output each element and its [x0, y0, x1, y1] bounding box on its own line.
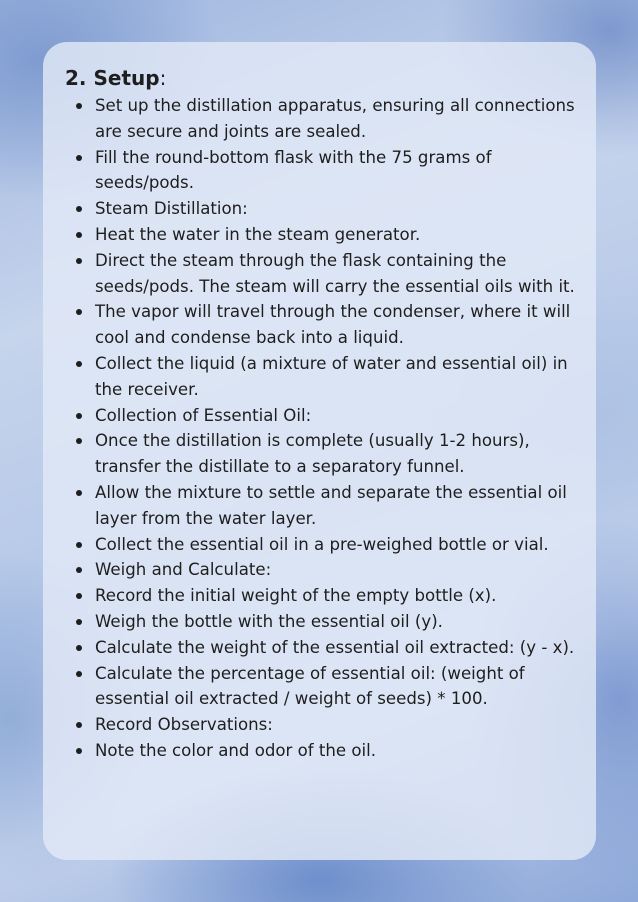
list-item-text: Collect the essential oil in a pre-weighed bottle or vial.: [95, 534, 549, 554]
list-item: [65, 403, 576, 429]
section-title: 2. Setup: [65, 66, 160, 90]
list-item: [65, 712, 576, 738]
section-heading: [65, 64, 576, 92]
section-title-colon: :: [159, 66, 167, 90]
list-item: [65, 299, 576, 351]
list-item-text: Set up the distillation apparatus, ensuring all connections are secure and joints are sealed.: [95, 96, 575, 141]
list-item-text: Allow the mixture to settle and separate the essential oil layer from the water layer.: [95, 482, 567, 528]
list-item-text: Calculate the weight of the essential oil extracted: (y - x).: [95, 637, 575, 657]
list-item: [65, 196, 576, 222]
list-item: [65, 93, 576, 145]
list-item: [65, 222, 576, 248]
bullet-icon: [76, 155, 82, 161]
list-item-text: Direct the steam through the flask containing the seeds/pods. The steam will carry the essential oils with it.: [95, 250, 575, 296]
list-item-text: Calculate the percentage of essential oil: (weight of essential oil extracted / weight of seeds) * 100.: [95, 663, 525, 709]
bullet-icon: [76, 309, 82, 315]
list-item-text: Record Observations:: [95, 715, 273, 735]
bullet-icon: [76, 206, 82, 212]
list-item: [65, 248, 576, 300]
list-item-text: Record the initial weight of the empty bottle (x).: [95, 586, 497, 606]
steps-list: [65, 93, 576, 764]
list-item: [65, 609, 576, 635]
bullet-icon: [76, 722, 82, 728]
bullet-icon: [76, 748, 82, 754]
bullet-icon: [76, 567, 82, 573]
bullet-icon: [76, 232, 82, 238]
list-item: [65, 480, 576, 532]
list-item: [65, 738, 576, 764]
bullet-icon: [76, 103, 82, 109]
list-item: [65, 428, 576, 480]
bullet-icon: [76, 619, 82, 625]
list-item-text: Heat the water in the steam generator.: [95, 224, 421, 244]
bullet-icon: [76, 438, 82, 444]
list-item: [65, 635, 576, 661]
bullet-icon: [76, 645, 82, 651]
list-item: [65, 532, 576, 558]
list-item-text: Note the color and odor of the oil.: [95, 740, 377, 760]
bullet-icon: [76, 542, 82, 548]
list-item-text: Once the distillation is complete (usually 1-2 hours), transfer the distillate to a separatory funnel.: [95, 431, 530, 477]
bullet-icon: [76, 258, 82, 264]
list-item: [65, 583, 576, 609]
list-item: [65, 557, 576, 583]
list-item: [65, 145, 576, 197]
bullet-icon: [76, 490, 82, 496]
list-item: [65, 661, 576, 713]
list-item-text: Weigh the bottle with the essential oil (y).: [95, 611, 443, 631]
bullet-icon: [76, 413, 82, 419]
list-item-text: Steam Distillation:: [95, 199, 248, 219]
list-item-text: Weigh and Calculate:: [95, 560, 272, 580]
content-card: [43, 42, 596, 860]
bullet-icon: [76, 593, 82, 599]
list-item-text: Collection of Essential Oil:: [95, 405, 312, 425]
bullet-icon: [76, 671, 82, 677]
bullet-icon: [76, 361, 82, 367]
list-item: [65, 351, 576, 403]
list-item-text: Collect the liquid (a mixture of water and essential oil) in the receiver.: [95, 353, 568, 399]
list-item-text: Fill the round-bottom flask with the 75 grams of seeds/pods.: [95, 147, 492, 193]
list-item-text: The vapor will travel through the condenser, where it will cool and condense back into a liquid.: [95, 302, 571, 348]
